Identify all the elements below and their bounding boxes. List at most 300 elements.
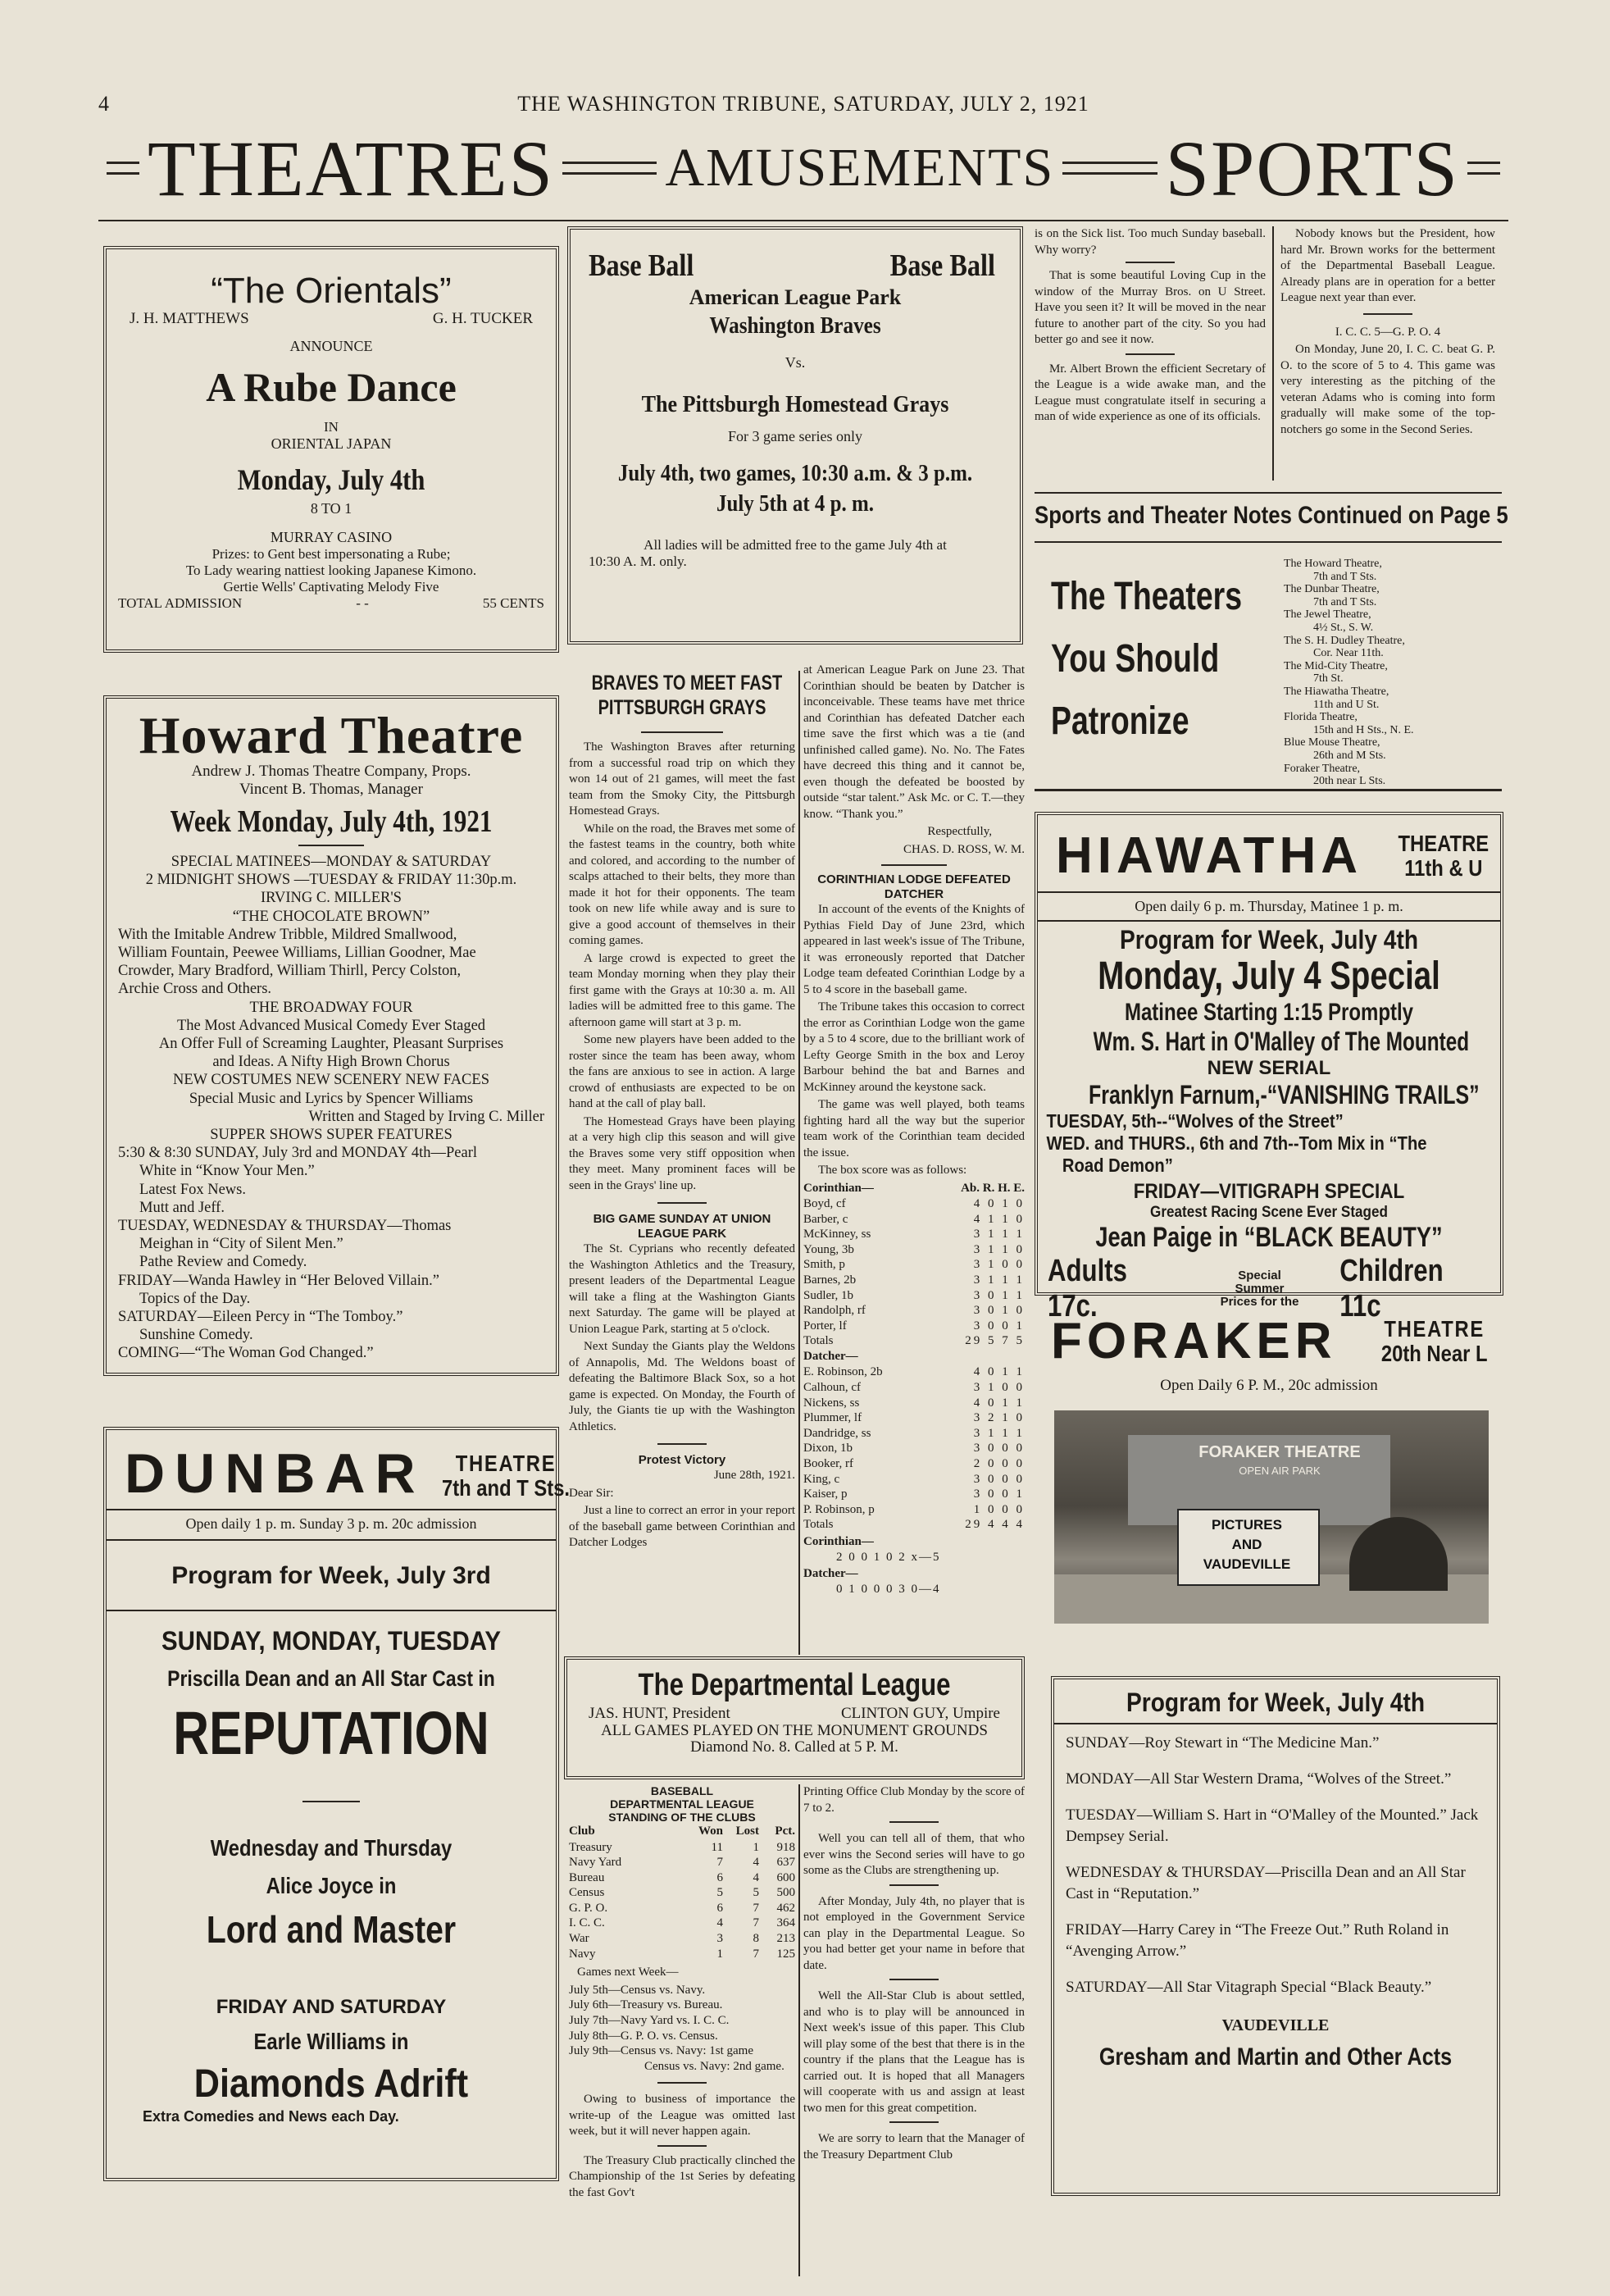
hiawatha-serial: NEW SERIAL <box>1207 1057 1331 1079</box>
player-name: Barber, c <box>803 1212 848 1226</box>
standings-col: Won <box>698 1824 723 1838</box>
foraker-program-item: SATURDAY—All Star Vitagraph Special “Black Beauty.” <box>1066 1979 1432 1996</box>
standings-row <box>569 1885 795 1901</box>
patronize-list-item: 7th and T Sts. <box>1313 570 1377 583</box>
howard-title: Howard Theatre <box>139 706 524 764</box>
standings-cell: 500 <box>776 1886 795 1900</box>
col4b-p5: We are sorry to learn that the Manager of the Treasury Department Club <box>803 2132 1025 2162</box>
foraker-program-item: MONDAY—All Star Western Drama, “Wolves of the Street.” <box>1066 1770 1452 1788</box>
braves-article <box>569 671 795 1553</box>
player-name: Smith, p <box>803 1258 845 1272</box>
standings-cell: 213 <box>776 1932 795 1946</box>
baseball-date2: July 5th at 4 p. m. <box>716 490 874 517</box>
hiawatha-fri: FRIDAY—VITIGRAPH SPECIAL <box>1133 1180 1405 1203</box>
player-stats: 3 0 1 0 <box>973 1304 1025 1318</box>
foraker-program-title: Program for Week, July 4th <box>1126 1688 1426 1717</box>
col3-p5: The box score was as follows: <box>818 1164 967 1177</box>
box-score-row <box>803 1303 1025 1319</box>
patronize-list-item: The Dunbar Theatre, <box>1284 583 1380 596</box>
howard-line: SUPPER SHOWS SUPER FEATURES <box>210 1127 453 1144</box>
photo-sign: FORAKER THEATRE <box>1198 1443 1361 1461</box>
banner-theatres: THEATRES <box>148 124 554 212</box>
standings-cell: 6 <box>716 1901 723 1915</box>
baseball-note2: 10:30 A. M. only. <box>589 554 687 569</box>
hiawatha-racing: Greatest Racing Scene Ever Staged <box>1150 1204 1388 1221</box>
howard-line: SATURDAY—Eileen Percy in “The Tomboy.” <box>118 1309 403 1326</box>
howard-line: Sunshine Comedy. <box>139 1327 253 1344</box>
standings-cell: 600 <box>776 1870 795 1884</box>
patronize-b: You Should <box>1051 637 1220 681</box>
standings-column <box>569 1784 795 2203</box>
col4b-p3: After Monday, July 4th, no player that is not employed in the Government Service can play in the Departmental League. So you had better get your name in before that date. <box>803 1894 1025 1972</box>
howard-line: Archie Cross and Others. <box>118 981 272 998</box>
orientals-prize1: Prizes: to Gent best impersonating a Rube; <box>211 546 451 562</box>
foraker-header <box>1035 1312 1503 1395</box>
dunbar-open: Open daily 1 p. m. Sunday 3 p. m. 20c admission <box>185 1515 477 1532</box>
standings-col: Pct. <box>775 1824 795 1838</box>
player-stats: 3 1 0 0 <box>973 1381 1025 1395</box>
patronize-list-item: Blue Mouse Theatre, <box>1284 736 1380 749</box>
standings-table <box>569 1824 795 1961</box>
player-name: Randolph, rf <box>803 1304 866 1318</box>
howard-line: IRVING C. MILLER'S <box>261 890 402 907</box>
box-score-row <box>803 1472 1025 1487</box>
player-stats: 3 1 1 1 <box>973 1273 1025 1287</box>
dunbar-ad <box>103 1427 570 2181</box>
baseball-park: American League Park <box>689 285 902 309</box>
braves-p3: A large crowd is expected to greet the team Monday morning when they play their first game with the Grays at 10:30 a. m. All ladies will be admitted free to this game. The afternoon game will start at 3 p. m. <box>569 951 795 1029</box>
hiawatha-special-summer: Special Summer <box>1235 1269 1285 1296</box>
standings-cell: G. P. O. <box>569 1901 608 1915</box>
standings-col: Lost <box>735 1824 759 1838</box>
hiawatha-matinee: Matinee Starting 1:15 Promptly <box>1124 999 1414 1026</box>
standings-cell: 3 <box>716 1932 723 1946</box>
howard-manager: Vincent B. Thomas, Manager <box>239 781 423 798</box>
standings-cell: 7 <box>753 1916 759 1930</box>
departmental-title: The Departmental League <box>638 1668 951 1702</box>
hiawatha-program: Program for Week, July 4th <box>1119 925 1419 954</box>
howard-line: TUESDAY, WEDNESDAY & THURSDAY—Thomas <box>118 1218 452 1235</box>
hiawatha-ad <box>1035 812 1503 1323</box>
col4b-p4: Well the All-Star Club is about settled, and who is to play will be announced in Next week's issue of this paper. This Club will play some of the best that there is in the country if the plans that the League has is carried out. It is hoped that all Managers will cooperate with us and assign at least two men for this great competition. <box>803 1989 1025 2115</box>
howard-line: FRIDAY—Wanda Hawley in “Her Beloved Villain.” <box>118 1272 439 1289</box>
player-stats: 4 0 1 1 <box>973 1365 1025 1379</box>
standings-p1: Owing to business of importance the write-up of the League was omitted last week, but it will never happen again. <box>569 2093 795 2139</box>
standings-cell: Navy Yard <box>569 1856 622 1870</box>
orientals-headline: A Rube Dance <box>206 364 457 410</box>
orientals-prize2: To Lady wearing nattiest looking Japanese Kimono. <box>185 563 477 578</box>
game-item: July 5th—Census vs. Navy. <box>569 1983 706 1997</box>
dunbar-wed-thu: Wednesday and Thursday <box>210 1835 453 1861</box>
player-name: Barnes, 2b <box>803 1273 857 1287</box>
orientals-announce: ANNOUNCE <box>289 338 373 354</box>
player-stats: 4 0 1 1 <box>973 1396 1025 1410</box>
howard-line: With the Imitable Andrew Tribble, Mildred Smallwood, <box>118 926 457 943</box>
hiawatha-name: HIAWATHA <box>1056 827 1363 884</box>
standings-cell: 637 <box>776 1856 795 1870</box>
dunbar-address: 7th and T Sts. <box>441 1475 570 1501</box>
player-name: Young, 3b <box>803 1242 854 1256</box>
standings-row <box>569 1947 795 1962</box>
game-item: July 8th—G. P. O. vs. Census. <box>569 2029 718 2043</box>
standings-cell: 7 <box>716 1856 723 1870</box>
player-stats: 2 0 0 0 <box>973 1457 1025 1470</box>
dunbar-name: DUNBAR <box>125 1442 425 1505</box>
player-stats: 3 1 1 1 <box>973 1228 1025 1241</box>
patronize-list-item: The Mid-City Theatre, <box>1284 659 1388 672</box>
hiawatha-adults: Adults 17c. <box>1048 1254 1127 1323</box>
foraker-program-item: FRIDAY—Harry Carey in “The Freeze Out.” Ruth Roland in “Avenging Arrow.” <box>1066 1921 1449 1960</box>
braves-p5: The Homestead Grays have been playing at a very high clip this season and will give the Braves some very stiff opposition when they meet. Many prominent faces will be seen in the Grays' line up. <box>569 1114 795 1192</box>
box-score-row <box>803 1410 1025 1426</box>
standings-p2: The Treasury Club practically clinched the Championship of the 1st Series by defeating the fast Gov't <box>569 2153 795 2199</box>
standings-header <box>569 1824 795 1840</box>
player-name: King, c <box>803 1472 840 1486</box>
standings-cell: 5 <box>716 1886 723 1900</box>
hiawatha-children: Children 11c <box>1339 1254 1444 1323</box>
standings-cell: 4 <box>716 1916 723 1930</box>
box-score-row <box>803 1364 1025 1380</box>
player-stats: 29 4 4 4 <box>965 1518 1025 1532</box>
standings-cell: Treasury <box>569 1840 612 1854</box>
box-score-row <box>803 1196 1025 1212</box>
player-stats: 3 1 1 0 <box>973 1242 1025 1256</box>
photo-vaudeville: VAUDEVILLE <box>1203 1556 1291 1572</box>
standings-cell: 1 <box>753 1840 759 1854</box>
howard-line: COMING—“The Woman God Changed.” <box>118 1345 374 1362</box>
player-stats: 1 0 0 0 <box>973 1502 1025 1516</box>
box-score-row <box>803 1227 1025 1242</box>
standings-cell: I. C. C. <box>569 1916 605 1930</box>
standings-cell: 364 <box>776 1916 795 1930</box>
player-name: Boyd, cf <box>803 1197 846 1210</box>
standings-cell: 4 <box>753 1856 759 1870</box>
howard-line: THE BROADWAY FOUR <box>249 999 413 1016</box>
howard-line: and Ideas. A Nifty High Brown Chorus <box>212 1054 450 1071</box>
box-score-row <box>803 1333 1025 1349</box>
patronize-list-item: 7th and T Sts. <box>1313 595 1377 608</box>
photo-and: AND <box>1231 1537 1262 1552</box>
col4b-p2: Well you can tell all of them, that who ever wins the Second series will have to go some as the Clubs are strengthening up. <box>803 1832 1025 1877</box>
box-score-row <box>803 1487 1025 1502</box>
standings-h3: STANDING OF THE CLUBS <box>608 1811 756 1824</box>
standings-col: Club <box>569 1824 595 1838</box>
photo-sign2: OPEN AIR PARK <box>1239 1465 1321 1477</box>
hiawatha-wed2: Road Demon” <box>1062 1155 1173 1176</box>
note-icc-header: I. C. C. 5—G. P. O. 4 <box>1335 325 1441 339</box>
braves-headline1: BRAVES TO MEET FAST <box>591 672 783 695</box>
photo-pictures: PICTURES <box>1212 1517 1282 1533</box>
box-score-row <box>803 1212 1025 1228</box>
box-score-row <box>803 1273 1025 1288</box>
howard-line: Mutt and Jeff. <box>139 1199 225 1216</box>
standings-cell: 918 <box>776 1840 795 1854</box>
departmental-umpire: CLINTON GUY, Umpire <box>840 1705 1000 1722</box>
hiawatha-tue: TUESDAY, 5th--“Wolves of the Street” <box>1046 1110 1344 1132</box>
player-name: Nickens, ss <box>803 1396 860 1410</box>
howard-props: Andrew J. Thomas Theatre Company, Props. <box>191 763 471 780</box>
game-item: July 6th—Treasury vs. Bureau. <box>569 1998 723 2012</box>
howard-program <box>107 853 556 1363</box>
howard-line: SPECIAL MATINEES—MONDAY & SATURDAY <box>171 854 492 870</box>
col3-signature: CHAS. D. ROSS, W. M. <box>903 842 1025 856</box>
masthead-line: THE WASHINGTON TRIBUNE, SATURDAY, JULY 2, 1921 <box>517 92 1089 116</box>
standings-cell: 4 <box>753 1870 759 1884</box>
orientals-price: 55 CENTS <box>482 595 544 611</box>
baseball-date1: July 4th, two games, 10:30 a.m. & 3 p.m. <box>617 460 973 486</box>
player-name: Kaiser, p <box>803 1487 848 1501</box>
note-nobody-knows: Nobody knows but the President, how hard Mr. Brown works for the betterment of the Departmental Baseball League. Already plans are in operation for a better League next year than ever. <box>1280 227 1495 304</box>
orientals-place: ORIENTAL JAPAN <box>271 435 392 452</box>
player-stats: 3 0 1 1 <box>973 1288 1025 1302</box>
baseball-vs: Vs. <box>785 354 806 371</box>
banner-rule <box>98 220 1508 221</box>
linescore-datcher-label: Datcher— <box>803 1566 858 1580</box>
standings-cell: 8 <box>753 1932 759 1946</box>
player-name: Dandridge, ss <box>803 1426 871 1440</box>
player-name: Calhoun, cf <box>803 1381 861 1395</box>
box-score-row <box>803 1257 1025 1273</box>
games-list <box>569 1983 795 2075</box>
howard-line: Topics of the Day. <box>139 1290 251 1307</box>
foraker-vaudeville: VAUDEVILLE <box>1221 2016 1330 2034</box>
dunbar-fri-sat: FRIDAY AND SATURDAY <box>216 1996 447 2018</box>
player-name: P. Robinson, p <box>803 1502 875 1516</box>
braves-p4: Some new players have been added to the roster since the team has been away, whom the fans are anxious to see in action. A large crowd of enthusiasts are expected to be on hand at the call of play ball. <box>569 1033 795 1110</box>
player-name: Porter, lf <box>803 1319 847 1332</box>
player-stats: 4 0 1 0 <box>973 1197 1025 1210</box>
patronize-list-item: The Jewel Theatre, <box>1284 608 1371 622</box>
dunbar-film1: REPUTATION <box>173 1699 489 1767</box>
page-number: 4 <box>98 92 110 116</box>
box-score-row <box>803 1517 1025 1533</box>
box-score-row <box>803 1319 1025 1334</box>
corinthian-article <box>803 663 1025 1598</box>
standings-cell: Navy <box>569 1947 596 1961</box>
braves-p7: Next Sunday the Giants play the Weldons of Annapolis, Md. The Weldons boast of defeating the Baltimore Black Sox, so a hot game is expected. On Monday, the Fourth of July, the Giants tie up with the Washington Athletics. <box>569 1340 795 1433</box>
box-score-row <box>803 1396 1025 1411</box>
orientals-right: G. H. TUCKER <box>432 310 533 327</box>
col3-p2: In account of the events of the Knights of Pythias Field Day of June 23rd, which appeared in last week's issue of The Tribune, it was erroneously reported that Datcher Lodge team defeated Corinthian Lodge by a 5 to 4 score in the baseball game. <box>803 903 1025 996</box>
player-name: Plummer, lf <box>803 1411 862 1425</box>
hiawatha-theatre: THEATRE <box>1398 830 1489 856</box>
player-name: Booker, rf <box>803 1457 854 1470</box>
game-item: July 9th—Census vs. Navy: 1st game <box>569 2044 753 2058</box>
player-name: Totals <box>803 1518 834 1532</box>
foraker-acts: Gresham and Martin and Other Acts <box>1098 2043 1453 2070</box>
standings-cell: 5 <box>753 1886 759 1900</box>
howard-week: Week Monday, July 4th, 1921 <box>170 804 493 839</box>
hiawatha-open: Open daily 6 p. m. Thursday, Matinee 1 p. m. <box>1135 898 1403 914</box>
howard-line: 2 MIDNIGHT SHOWS —TUESDAY & FRIDAY 11:30p.m. <box>145 872 517 889</box>
standings-cell: Bureau <box>569 1870 605 1884</box>
howard-line: Latest Fox News. <box>139 1181 246 1198</box>
col3-p4: The game was well played, both teams fighting hard all the way but the superior team work of the Corinthian team decided the issue. <box>803 1098 1025 1159</box>
hiawatha-wed1: WED. and THURS., 6th and 7th--Tom Mix in “The <box>1046 1132 1427 1154</box>
col3-p3: The Tribune takes this occasion to correct the error as Corinthian Lodge won the game by a 5 to 4 score, due to the brilliant work of Lefty George Smith in the box and Leroy Barbour behind the bat and Barnes and McKinney around the keystone sack. <box>803 1000 1025 1094</box>
patronize-list-item: 7th St. <box>1313 672 1344 686</box>
standings-cell: 6 <box>716 1870 723 1884</box>
howard-line: Meighan in “City of Silent Men.” <box>139 1236 343 1253</box>
baseball-opponent: The Pittsburgh Homestead Grays <box>641 391 949 417</box>
howard-line: White in “Know Your Men.” <box>139 1163 315 1180</box>
box-score-row <box>803 1456 1025 1472</box>
hiawatha-farnum: Franklyn Farnum,-“VANISHING TRAILS” <box>1089 1080 1480 1109</box>
notes-continued: Sports and Theater Notes Continued on Page 5 <box>1035 502 1508 529</box>
dunbar-extra: Extra Comedies and News each Day. <box>143 2108 399 2125</box>
hiawatha-special: Monday, July 4 Special <box>1098 954 1440 998</box>
orientals-time: 8 TO 1 <box>310 500 352 517</box>
note-icc-text: On Monday, June 20, I. C. C. beat G. P. O. to the score of 5 to 4. This game was very interesting as the pitching of the veteran Adams who is coming into form gradually will make some of the top-notchers go some in the Second Series. <box>1280 343 1495 436</box>
orientals-band: Gertie Wells' Captivating Melody Five <box>223 579 439 594</box>
standings-cell: 7 <box>753 1901 759 1915</box>
dunbar-theatre: THEATRE <box>455 1451 556 1476</box>
hiawatha-paige: Jean Paige in “BLACK BEAUTY” <box>1095 1222 1443 1253</box>
masthead <box>98 92 1508 116</box>
patronize-list-item: 11th and U St. <box>1313 698 1380 711</box>
braves-p8: Just a line to correct an error in your report of the baseball game between Corinthian and Datcher Lodges <box>569 1504 795 1549</box>
standings-cell: 1 <box>716 1947 723 1961</box>
howard-line: William Fountain, Peewee Williams, Lillian Goodner, Mae <box>118 945 476 962</box>
box-score-row <box>803 1426 1025 1442</box>
game-item: Census vs. Navy: 2nd game. <box>644 2059 785 2073</box>
player-stats: 29 5 7 5 <box>965 1334 1025 1348</box>
sports-notes-col-a <box>1035 226 1266 427</box>
game-item: July 7th—Navy Yard vs. I. C. C. <box>569 2013 730 2027</box>
player-stats: 3 2 1 0 <box>973 1411 1025 1425</box>
dunbar-earle-williams: Earle Williams in <box>253 2029 409 2054</box>
standings-row <box>569 1916 795 1931</box>
col3-respectfully: Respectfully, <box>927 825 992 838</box>
box-score-row <box>803 1380 1025 1396</box>
patronize-list-item: The Hiawatha Theatre, <box>1284 685 1389 698</box>
patronize-list-item: 15th and H Sts., N. E. <box>1313 723 1414 736</box>
departmental-president: JAS. HUNT, President <box>589 1705 730 1722</box>
standings-cell: War <box>569 1932 589 1946</box>
baseball-right: Base Ball <box>889 248 995 283</box>
col3-p1: at American League Park on June 23. That Corinthian should be beaten by Datcher is inconceivable. These teams have met thrice and Corinthian has defeated Datcher each time save the first which was a tie (and unfinished called game). No. No. The Fates have decreed this thing and it cannot be, even though the defeated be boosted by outside “star talent.” Ask Mc. or C. T.—they know. “Thank you.” <box>803 663 1025 821</box>
foraker-program-item: TUESDAY—William S. Hart in “O'Malley of the Mounted.” Jack Dempsey Serial. <box>1066 1806 1479 1845</box>
patronize-list-item: Florida Theatre, <box>1284 711 1358 724</box>
player-stats: 3 0 0 0 <box>973 1442 1025 1456</box>
standings-row <box>569 1870 795 1886</box>
protest-headline: Protest Victory <box>638 1453 726 1467</box>
standings-cell: Census <box>569 1886 605 1900</box>
league-notes-column <box>803 1784 1025 2165</box>
orientals-venue: MURRAY CASINO <box>270 529 393 545</box>
corinthian-headline: CORINTHIAN LODGE DEFEATED DATCHER <box>817 872 1011 901</box>
patronize-c: Patronize <box>1051 699 1189 743</box>
standings-cell: 7 <box>753 1947 759 1961</box>
baseball-note1: All ladies will be admitted free to the game July 4th at <box>644 537 947 553</box>
howard-line: Pathe Review and Comedy. <box>139 1254 307 1271</box>
patronize-block <box>1051 566 1242 753</box>
patronize-list <box>1284 558 1497 788</box>
player-stats: 3 1 0 0 <box>973 1258 1025 1272</box>
foraker-program-list <box>1054 1724 1497 1998</box>
patronize-list-item: The S. H. Dudley Theatre, <box>1284 634 1405 647</box>
hiawatha-address: 11th & U <box>1404 854 1483 881</box>
player-stats: 3 1 1 1 <box>973 1426 1025 1440</box>
box-header: Ab. R. H. E. <box>961 1181 1025 1195</box>
linescore-corinthian: 2 0 0 1 0 2 x—5 <box>836 1551 941 1565</box>
player-stats: 3 0 0 1 <box>973 1319 1025 1332</box>
patronize-list-item: 20th near L Sts. <box>1313 775 1386 788</box>
standings-cell: 125 <box>776 1947 795 1961</box>
howard-line: 5:30 & 8:30 SUNDAY, July 3rd and MONDAY 4th—Pearl <box>118 1145 478 1162</box>
note-loving-cup: That is some beautiful Loving Cup in the window of the Murray Bros. on U Street. Have you seen it? It will be moved in the near future to another part of the city. So you had better go and see it now. <box>1035 269 1266 346</box>
box-corinthian-label: Corinthian— <box>803 1181 874 1195</box>
player-stats: 3 0 0 0 <box>973 1472 1025 1486</box>
player-name: E. Robinson, 2b <box>803 1365 883 1379</box>
orientals-in: IN <box>324 419 339 435</box>
patronize-list-item: Cor. Near 11th. <box>1313 647 1384 660</box>
departmental-grounds: ALL GAMES PLAYED ON THE MONUMENT GROUNDS <box>601 1722 988 1739</box>
protest-salutation: Dear Sir: <box>569 1486 614 1500</box>
howard-line: NEW COSTUMES NEW SCENERY NEW FACES <box>173 1072 489 1089</box>
standings-row <box>569 1855 795 1870</box>
patronize-list-item: The Howard Theatre, <box>1284 558 1382 570</box>
baseball-series: For 3 game series only <box>728 428 862 444</box>
patronize-list-item: 26th and M Sts. <box>1313 749 1386 762</box>
player-name: Totals <box>803 1334 834 1348</box>
howard-line: Special Music and Lyrics by Spencer Williams <box>189 1090 474 1107</box>
braves-p1: The Washington Braves after returning from a successful road trip on which they won 14 out of 21 games, will meet the fast team from the Smoky City, the Pittsburgh Homestead Grays. <box>569 740 795 818</box>
orientals-admission: TOTAL ADMISSION <box>118 595 243 611</box>
linescore-corinthian-label: Corinthian— <box>803 1534 874 1548</box>
howard-line: An Offer Full of Screaming Laughter, Pleasant Surprises <box>158 1036 504 1053</box>
orientals-left: J. H. MATTHEWS <box>130 310 249 327</box>
standings-row <box>569 1840 795 1856</box>
braves-p6: The St. Cyprians who recently defeated the Washington Athletics and the Treasury, present leaders of the Departmental League will take a fling at the Washington Giants next Saturday. The game will be played at Union League Park, starting at 5 o'clock. <box>569 1242 795 1336</box>
standings-row <box>569 1931 795 1947</box>
standings-cell: 462 <box>776 1901 795 1915</box>
foraker-program <box>1051 1676 1500 2196</box>
foraker-photo <box>1054 1410 1489 1624</box>
dunbar-alice-joyce: Alice Joyce in <box>266 1873 397 1898</box>
col4b-p1: Printing Office Club Monday by the score of 7 to 2. <box>803 1785 1025 1815</box>
patronize-list-item: 4½ St., S. W. <box>1313 621 1374 634</box>
foraker-program-item: WEDNESDAY & THURSDAY—Priscilla Dean and an All Star Cast in “Reputation.” <box>1066 1864 1466 1902</box>
player-stats: 3 0 0 1 <box>973 1487 1025 1501</box>
braves-headline2: PITTSBURGH GRAYS <box>598 696 766 719</box>
foraker-open: Open Daily 6 P. M., 20c admission <box>1160 1377 1378 1394</box>
howard-line: Written and Staged by Irving C. Miller <box>308 1108 544 1125</box>
linescore-datcher: 0 1 0 0 0 3 0—4 <box>836 1583 941 1597</box>
foraker-name: FORAKER <box>1051 1313 1337 1369</box>
orientals-ad <box>103 246 559 653</box>
box-score-row <box>803 1288 1025 1304</box>
baseball-team: Washington Braves <box>709 313 881 339</box>
box-score-corinthian <box>803 1196 1025 1349</box>
baseball-left: Base Ball <box>589 248 694 283</box>
howard-line: The Most Advanced Musical Comedy Ever Staged <box>176 1017 486 1034</box>
howard-line: Crowder, Mary Bradford, William Thirll, Percy Colston, <box>118 963 462 980</box>
union-league-headline: BIG GAME SUNDAY AT UNION LEAGUE PARK <box>593 1212 771 1241</box>
box-score-row <box>803 1502 1025 1518</box>
dunbar-days: SUNDAY, MONDAY, TUESDAY <box>161 1626 501 1656</box>
howard-line: “THE CHOCOLATE BROWN” <box>232 908 430 925</box>
protest-date: June 28th, 1921. <box>713 1469 795 1482</box>
patronize-list-item: Foraker Theatre, <box>1284 762 1361 775</box>
patronize-a: The Theaters <box>1051 575 1243 618</box>
dunbar-star: Priscilla Dean and an All Star Cast in <box>167 1666 495 1691</box>
box-score-row <box>803 1242 1025 1258</box>
howard-ad <box>103 695 559 1376</box>
standings-row <box>569 1901 795 1916</box>
orientals-title: “The Orientals” <box>211 271 452 311</box>
foraker-program-item: SUNDAY—Roy Stewart in “The Medicine Man.” <box>1066 1734 1380 1752</box>
